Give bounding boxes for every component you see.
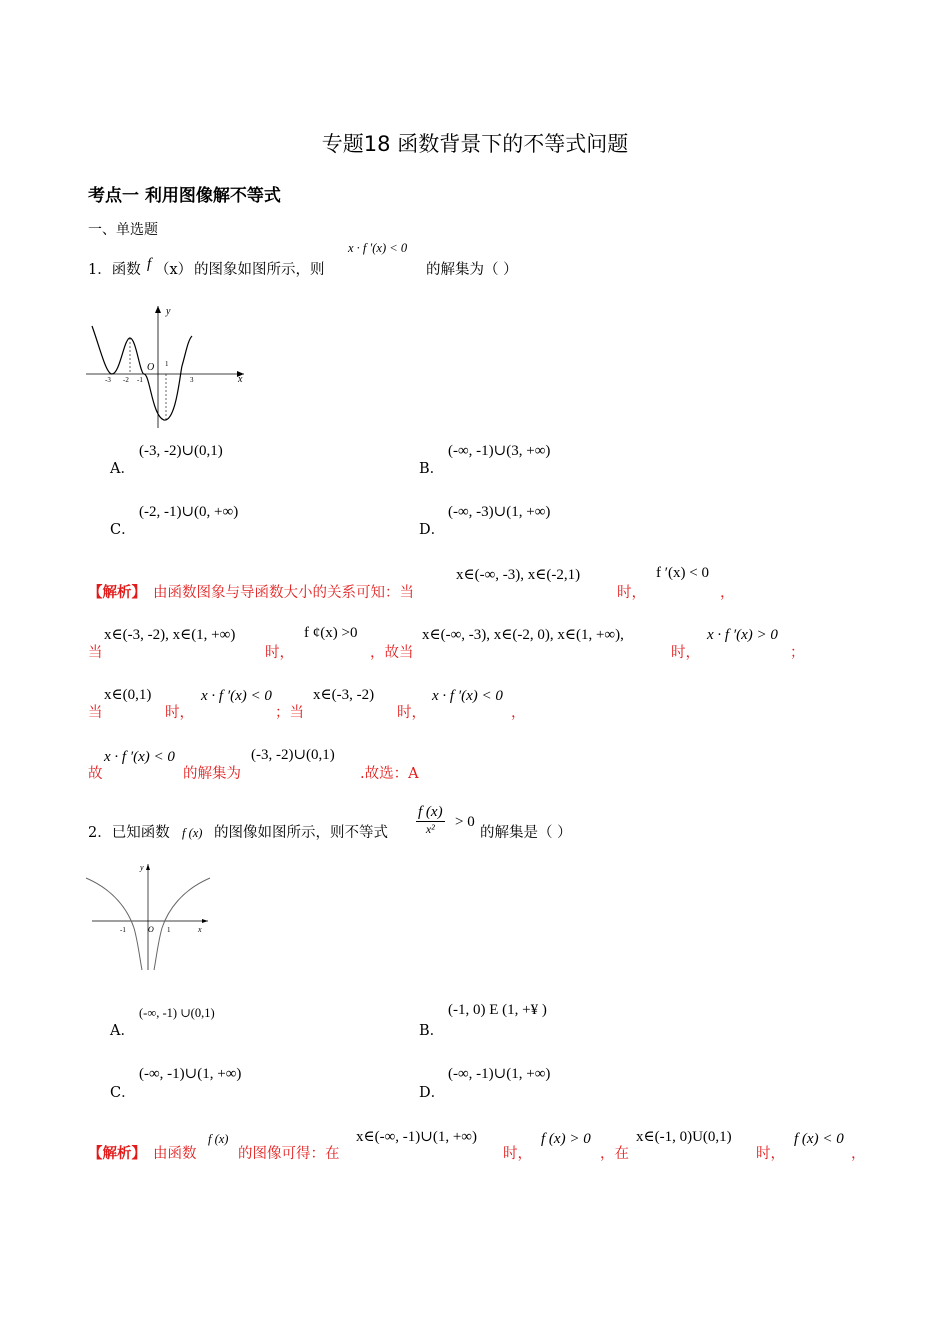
q1-tick-label: -2 <box>123 376 129 384</box>
q1-tick-label: -3 <box>105 376 111 384</box>
q2-option-b-value: (-1, 0) E (1, +¥ ) <box>448 1002 547 1018</box>
q1-analysis-text: 时， <box>397 705 426 721</box>
q1-option-a-value: (-3, -2)∪(0,1) <box>139 443 223 459</box>
q1-x-label: x <box>238 374 243 385</box>
q1-analysis-text: 故 <box>88 766 103 782</box>
q1-analysis-math: x∈(-3, -2) <box>313 687 375 703</box>
q2-option-c-letter: C． <box>110 1085 136 1101</box>
q1-tick-label: 1 <box>165 360 169 368</box>
q2-x-label: x <box>198 925 202 934</box>
q1-analysis-math: x · f ′(x) > 0 <box>707 627 778 643</box>
q1-analysis-text: 的解集为 <box>183 766 241 782</box>
q2-function-graph <box>84 858 214 974</box>
q2-analysis-tag: 【解析】 <box>88 1145 146 1162</box>
q1-prefix: 1．函数 <box>88 262 141 278</box>
q1-option-b-value: (-∞, -1)∪(3, +∞) <box>448 443 551 459</box>
q2-analysis-text: 时， <box>503 1146 532 1162</box>
q1-analysis-math: x∈(-∞, -3), x∈(-2,1) <box>456 567 581 583</box>
section-heading: 考点一 利用图像解不等式 <box>88 186 281 206</box>
q1-analysis-text: 由函数图象与导函数大小的关系可知：当 <box>153 585 414 601</box>
q1-analysis-text: ， <box>511 705 526 721</box>
q1-analysis-text: 时， <box>265 645 294 661</box>
q1-analysis-math: x · f ′(x) < 0 <box>201 688 272 704</box>
q2-origin: O <box>148 925 154 934</box>
q2-frac-relation: > 0 <box>455 814 475 830</box>
q1-analysis-text: 当 <box>88 705 103 721</box>
q2-frac-numerator: f (x) <box>418 804 443 820</box>
q1-option-a-letter: A． <box>110 461 135 477</box>
q1-option-d-letter: D． <box>419 522 446 538</box>
q1-analysis-math: x∈(-3, -2), x∈(1, +∞) <box>104 627 236 643</box>
q1-analysis-text: .故选：A <box>360 766 419 782</box>
q2-y-label: y <box>140 863 144 872</box>
q2-analysis-text: 由函数 <box>153 1146 197 1162</box>
page-title: 专题18 函数背景下的不等式问题 <box>321 132 629 156</box>
q2-y-arrow <box>146 864 150 870</box>
q1-tick-label: 3 <box>190 376 194 384</box>
q2-analysis-math: x∈(-1, 0)U(0,1) <box>636 1129 732 1145</box>
q2-curve-left <box>86 878 142 970</box>
q1-origin: O <box>147 362 155 373</box>
q1-f: f <box>147 256 152 272</box>
q1-analysis-text: ；当 <box>275 705 304 721</box>
q2-tick-label: 1 <box>167 926 171 934</box>
q1-option-d-value: (-∞, -3)∪(1, +∞) <box>448 504 551 520</box>
q1-analysis-math: f ′(x) < 0 <box>656 565 709 581</box>
q2-option-d-value: (-∞, -1)∪(1, +∞) <box>448 1066 551 1082</box>
q1-inequality: x · f ′(x) < 0 <box>348 241 408 255</box>
q2-option-a-value: (-∞, -1) ∪(0,1) <box>139 1006 215 1020</box>
q2-fraction <box>416 804 445 837</box>
q1-analysis-math: x∈(-∞, -3), x∈(-2, 0), x∈(1, +∞), <box>422 627 624 643</box>
q1-analysis-math: x · f ′(x) < 0 <box>432 688 503 704</box>
q2-frac-denominator: x² <box>425 822 435 836</box>
q2-x-arrow <box>202 919 208 923</box>
q1-analysis-text: 时， <box>671 645 700 661</box>
q1-analysis-math: x · f ′(x) < 0 <box>104 749 175 765</box>
q1-option-c-value: (-2, -1)∪(0, +∞) <box>139 504 239 520</box>
q1-y-arrow <box>155 306 161 313</box>
q2-option-d-letter: D． <box>419 1085 446 1101</box>
q1-analysis-tag: 【解析】 <box>88 584 146 601</box>
q1-analysis-math: (-3, -2)∪(0,1) <box>251 747 335 763</box>
q1-y-label: y <box>166 306 171 317</box>
q2-option-c-value: (-∞, -1)∪(1, +∞) <box>139 1066 242 1082</box>
q2-option-a-letter: A． <box>110 1023 135 1039</box>
q1-curve <box>92 326 192 420</box>
q2-curve-right <box>154 878 210 970</box>
q1-analysis-text: ， <box>720 585 735 601</box>
q2-suffix: 的解集是（ ） <box>480 825 572 841</box>
q2-option-b-letter: B． <box>419 1023 445 1039</box>
q1-function-graph <box>84 300 254 430</box>
q1-suffix: 的解集为（ ） <box>426 262 518 278</box>
q1-tick-label: -1 <box>137 376 143 384</box>
q1-analysis-math: x∈(0,1) <box>104 687 152 703</box>
subsection-heading: 一、单选题 <box>88 222 158 238</box>
q2-analysis-text: ，在 <box>600 1146 629 1162</box>
q2-analysis-math: f (x) > 0 <box>541 1131 591 1147</box>
q2-analysis-text: ， <box>851 1146 866 1162</box>
q2-prefix: 2．已知函数 <box>88 825 170 841</box>
q1-analysis-math: f ¢(x) >0 <box>304 625 358 641</box>
q1-analysis-text: 时， <box>165 705 194 721</box>
q1-analysis-text: 当 <box>88 645 103 661</box>
q1-middle: 的图象如图所示，则 <box>194 262 325 278</box>
q1-option-c-letter: C． <box>110 522 136 538</box>
q1-analysis-text: 时， <box>617 585 646 601</box>
q2-middle: 的图像如图所示，则不等式 <box>214 825 388 841</box>
q2-f: f (x) <box>182 826 203 840</box>
q2-analysis-math: x∈(-∞, -1)∪(1, +∞) <box>356 1129 477 1145</box>
q2-analysis-text: 时， <box>756 1146 785 1162</box>
q1-analysis-text: ； <box>790 645 805 661</box>
q1-analysis-text: ，故当 <box>370 645 414 661</box>
q2-analysis-math: f (x) <box>208 1132 229 1146</box>
q2-analysis-math: f (x) < 0 <box>794 1131 844 1147</box>
q2-tick-label: -1 <box>120 926 126 934</box>
q1-option-b-letter: B． <box>419 461 445 477</box>
q2-analysis-text: 的图像可得：在 <box>238 1146 340 1162</box>
q1-paren-x: （x） <box>155 262 193 278</box>
